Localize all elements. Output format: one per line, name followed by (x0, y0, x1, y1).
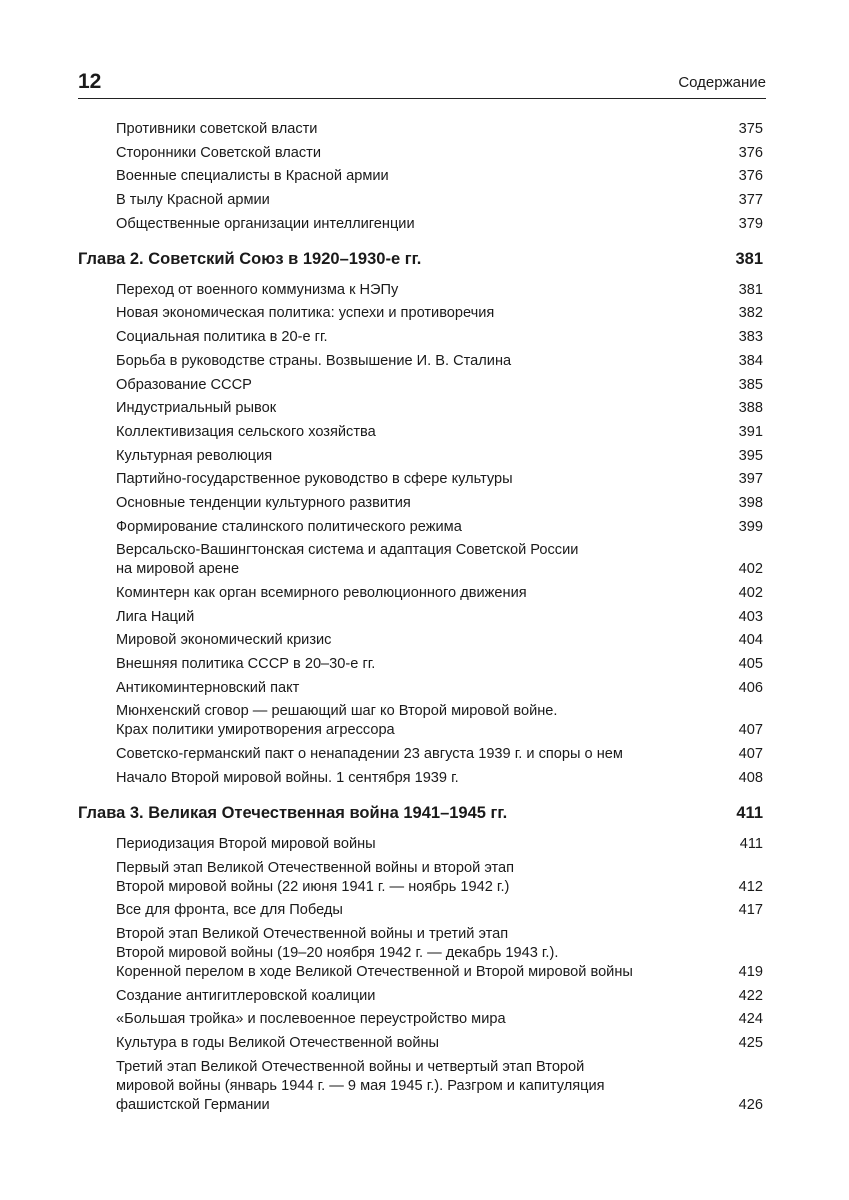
toc-entry-title: Основные тенденции культурного развития (116, 494, 411, 511)
toc-entry[interactable] (78, 584, 763, 603)
toc-entry-title: Противники советской власти (116, 121, 318, 137)
toc-entry[interactable] (78, 518, 763, 537)
toc-entry-title: Коллективизация сельского хозяйства (116, 423, 376, 440)
toc-page-number: 411 (736, 803, 763, 822)
toc-entry[interactable] (78, 399, 763, 418)
toc-entry-title: Социальная политика в 20-е гг. (116, 329, 328, 346)
table-of-contents (78, 120, 763, 1115)
toc-page-number: 402 (738, 561, 763, 578)
toc-entry[interactable] (78, 423, 763, 442)
running-title: Содержание (678, 74, 766, 91)
toc-entry-title: Общественные организации интеллигенции (116, 215, 415, 232)
toc-entry[interactable] (78, 1010, 763, 1029)
toc-entry[interactable] (78, 494, 763, 513)
toc-entry-title: «Большая тройка» и послевоенное переустройство мира (116, 1011, 506, 1028)
toc-entry-title: Мировой экономический кризис (116, 632, 332, 649)
toc-page-number: 412 (738, 878, 763, 895)
toc-page-number: 411 (739, 835, 763, 852)
toc-entry-title: Сторонники Советской власти (116, 144, 322, 161)
page-header (78, 68, 766, 98)
toc-entry[interactable] (78, 1058, 763, 1115)
toc-entry[interactable] (78, 328, 763, 347)
header-divider (78, 98, 766, 99)
toc-entry-title: Глава 2. Советский Союз в 1920–1930-е гг. (78, 249, 422, 268)
toc-entry-title-line: Третий этап Великой Отечественной войны и четвертый этап Второй (116, 1058, 585, 1075)
toc-page-number: 379 (738, 215, 763, 232)
toc-page-number: 425 (738, 1034, 763, 1051)
toc-page-number: 407 (738, 746, 763, 763)
toc-page-number: 403 (738, 608, 763, 625)
toc-page-number: 381 (738, 281, 763, 298)
toc-page-number: 404 (738, 632, 763, 649)
toc-entry-title: В тылу Красной армии (116, 192, 270, 209)
toc-entry[interactable] (78, 167, 763, 186)
toc-entry[interactable] (78, 281, 763, 300)
toc-entry-title: Культурная революция (116, 447, 273, 464)
toc-page-number: 417 (738, 902, 763, 919)
toc-chapter-entry[interactable] (78, 248, 763, 270)
toc-entry[interactable] (78, 702, 763, 740)
toc-entry-title: фашистской Германии (116, 1096, 270, 1113)
toc-entry[interactable] (78, 120, 763, 139)
toc-entry-title: Крах политики умиротворения агрессора (116, 722, 395, 739)
toc-entry-title-line: Второй мировой войны (19–20 ноября 1942 г. — декабрь 1943 г.). (116, 944, 559, 961)
toc-entry-title-line: Мюнхенский сговор — решающий шаг ко Второй мировой войне. (116, 703, 558, 720)
toc-page-number: 376 (738, 144, 763, 161)
toc-page-number: 391 (738, 423, 763, 440)
toc-page-number: 426 (738, 1096, 763, 1113)
toc-page-number: 381 (735, 249, 763, 268)
toc-entry[interactable] (78, 144, 763, 163)
toc-entry[interactable] (78, 925, 763, 982)
toc-page-number: 377 (738, 192, 763, 209)
toc-entry-title: Антикоминтерновский пакт (116, 679, 300, 696)
toc-entry-title: Новая экономическая политика: успехи и противоречия (116, 305, 495, 322)
toc-entry[interactable] (78, 447, 763, 466)
toc-page-number: 382 (738, 305, 763, 322)
toc-entry-title-line: Второй этап Великой Отечественной войны и третий этап (116, 925, 509, 942)
toc-entry[interactable] (78, 376, 763, 395)
toc-page-number: 376 (738, 168, 763, 185)
toc-entry[interactable] (78, 191, 763, 210)
toc-entry-title-line: Версальско-Вашингтонская система и адаптация Советской России (116, 542, 579, 559)
toc-entry-title: Советско-германский пакт о ненападении 23 августа 1939 г. и споры о нем (116, 746, 623, 763)
toc-entry[interactable] (78, 1034, 763, 1053)
toc-entry[interactable] (78, 901, 763, 920)
toc-page-number: 385 (738, 376, 763, 393)
toc-entry[interactable] (78, 608, 763, 627)
toc-entry[interactable] (78, 215, 763, 234)
toc-entry[interactable] (78, 631, 763, 650)
toc-entry[interactable] (78, 541, 763, 579)
toc-entry[interactable] (78, 835, 763, 854)
toc-entry-title: Культура в годы Великой Отечественной войны (116, 1034, 440, 1051)
toc-entry-title: Партийно-государственное руководство в сфере культуры (116, 471, 513, 488)
toc-page-number: 397 (738, 471, 763, 488)
toc-entry-title: Формирование сталинского политического режима (116, 518, 462, 535)
toc-page-number: 408 (738, 769, 763, 786)
toc-page-number: 402 (738, 585, 763, 601)
toc-entry[interactable] (78, 655, 763, 674)
toc-page-number: 375 (738, 121, 763, 137)
toc-entry-title: Внешняя политика СССР в 20–30-е гг. (116, 656, 376, 673)
toc-entry-title-line: мировой войны (январь 1944 г. — 9 мая 1945 г.). Разгром и капитуляция (116, 1077, 605, 1094)
toc-page-number: 406 (738, 679, 763, 696)
toc-entry-title: Коминтерн как орган всемирного революционного движения (116, 585, 527, 601)
toc-entry-title: Военные специалисты в Красной армии (116, 168, 389, 185)
toc-page-number: 395 (738, 447, 763, 464)
toc-entry-title: Борьба в руководстве страны. Возвышение И. В. Сталина (116, 352, 512, 369)
toc-page-number: 424 (738, 1011, 763, 1028)
toc-entry-title: на мировой арене (116, 561, 240, 578)
toc-page-number: 398 (738, 494, 763, 511)
toc-entry[interactable] (78, 987, 763, 1006)
toc-page-number: 405 (738, 656, 763, 673)
toc-entry-title: Создание антигитлеровской коалиции (116, 987, 376, 1004)
toc-entry[interactable] (78, 769, 763, 788)
toc-entry-title: Образование СССР (116, 376, 252, 393)
toc-page-number: 399 (738, 518, 763, 535)
page-number: 12 (78, 70, 102, 93)
toc-page-number: 419 (738, 963, 763, 980)
toc-entry-title: Периодизация Второй мировой войны (116, 835, 376, 852)
toc-entry[interactable] (78, 352, 763, 371)
toc-chapter-entry[interactable] (78, 802, 763, 824)
toc-entry-title: Индустриальный рывок (116, 400, 277, 417)
toc-page-number: 388 (738, 400, 763, 417)
toc-entry-title: Глава 3. Великая Отечественная война 1941–1945 гг. (78, 803, 508, 822)
toc-entry-title: Лига Наций (116, 608, 195, 625)
toc-entry[interactable] (78, 859, 763, 897)
toc-page-number: 407 (738, 722, 763, 739)
toc-page-number: 383 (738, 329, 763, 346)
toc-entry-title: Переход от военного коммунизма к НЭПу (116, 281, 399, 298)
toc-entry-title: Начало Второй мировой войны. 1 сентября 1939 г. (116, 769, 459, 786)
toc-entry[interactable] (78, 470, 763, 489)
toc-entry[interactable] (78, 304, 763, 323)
toc-entry-title-line: Первый этап Великой Отечественной войны и второй этап (116, 859, 514, 876)
toc-entry[interactable] (78, 679, 763, 698)
toc-entry-title: Коренной перелом в ходе Великой Отечественной и Второй мировой войны (116, 963, 633, 980)
toc-entry-title: Все для фронта, все для Победы (116, 902, 343, 919)
toc-page-number: 422 (738, 987, 763, 1004)
toc-entry-title: Второй мировой войны (22 июня 1941 г. — ноябрь 1942 г.) (116, 878, 510, 895)
toc-page-number: 384 (738, 352, 763, 369)
toc-entry[interactable] (78, 745, 763, 764)
